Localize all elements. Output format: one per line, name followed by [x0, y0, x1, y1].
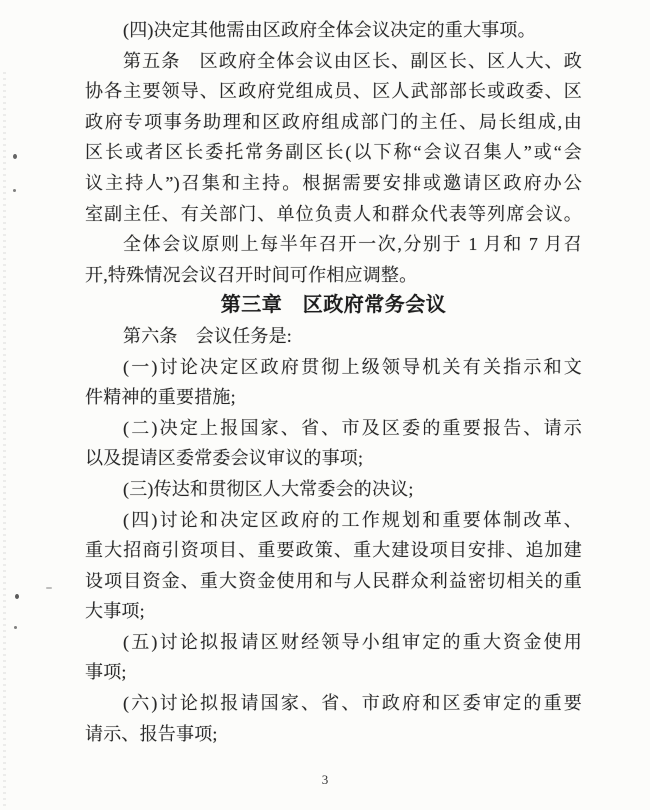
text-line: 区长或者区长委托常务副区长(以下称“会议召集人”或“会 — [85, 142, 582, 163]
scan-speck — [46, 587, 52, 589]
text-line: 大事项; — [85, 601, 145, 622]
text-line: 设项目资金、重大资金使用和与人民群众利益密切相关的重 — [85, 570, 582, 591]
text-line: (三)传达和贯彻区人大常委会的决议; — [123, 478, 414, 499]
text-line: (五)讨论拟报请区财经领导小组审定的重大资金使用 — [123, 631, 582, 652]
text-line: 重大招商引资项目、重要政策、重大建设项目安排、追加建 — [85, 540, 582, 561]
text-line: (一)讨论决定区政府贯彻上级领导机关有关指示和文 — [123, 356, 582, 377]
text-line: 事项; — [85, 662, 127, 683]
scan-speck — [15, 594, 19, 599]
text-line: 以及提请区委常委会议审议的事项; — [85, 448, 364, 469]
page-number: 3 — [321, 772, 329, 787]
chapter-heading: 第三章 区政府常务会议 — [220, 294, 447, 317]
document-body — [85, 15, 582, 749]
text-line: 室副主任、有关部门、单位负责人和群众代表等列席会议。 — [85, 203, 582, 224]
scan-speck — [13, 189, 16, 192]
scan-edge-noise — [3, 72, 6, 808]
text-line: 第六条 会议任务是: — [123, 325, 292, 346]
text-line: 第五条 区政府全体会议由区长、副区长、区人大、政 — [123, 50, 582, 71]
text-line: 请示、报告事项; — [85, 723, 218, 744]
text-line: (四)决定其他需由区政府全体会议决定的重大事项。 — [123, 20, 536, 40]
text-line: 开,特殊情况会议召开时间可作相应调整。 — [85, 264, 418, 285]
scan-speck — [14, 626, 17, 629]
text-line: 政府专项事务助理和区政府组成部门的主任、局长组成,由 — [85, 111, 582, 132]
text-line: 全体会议原则上每半年召开一次,分别于 1 月和 7 月召 — [123, 234, 582, 255]
scan-speck — [13, 154, 17, 159]
text-line: (二)决定上报国家、省、市及区委的重要报告、请示 — [123, 417, 582, 438]
text-line: 件精神的重要措施; — [85, 387, 236, 408]
text-line: 协各主要领导、区政府党组成员、区人武部部长或政委、区 — [85, 81, 582, 102]
text-line: (六)讨论拟报请国家、省、市政府和区委审定的重要 — [123, 693, 582, 714]
text-line: (四)讨论和决定区政府的工作规划和重要体制改革、 — [123, 509, 582, 530]
text-line: 议主持人”)召集和主持。根据需要安排或邀请区政府办公 — [85, 172, 582, 193]
